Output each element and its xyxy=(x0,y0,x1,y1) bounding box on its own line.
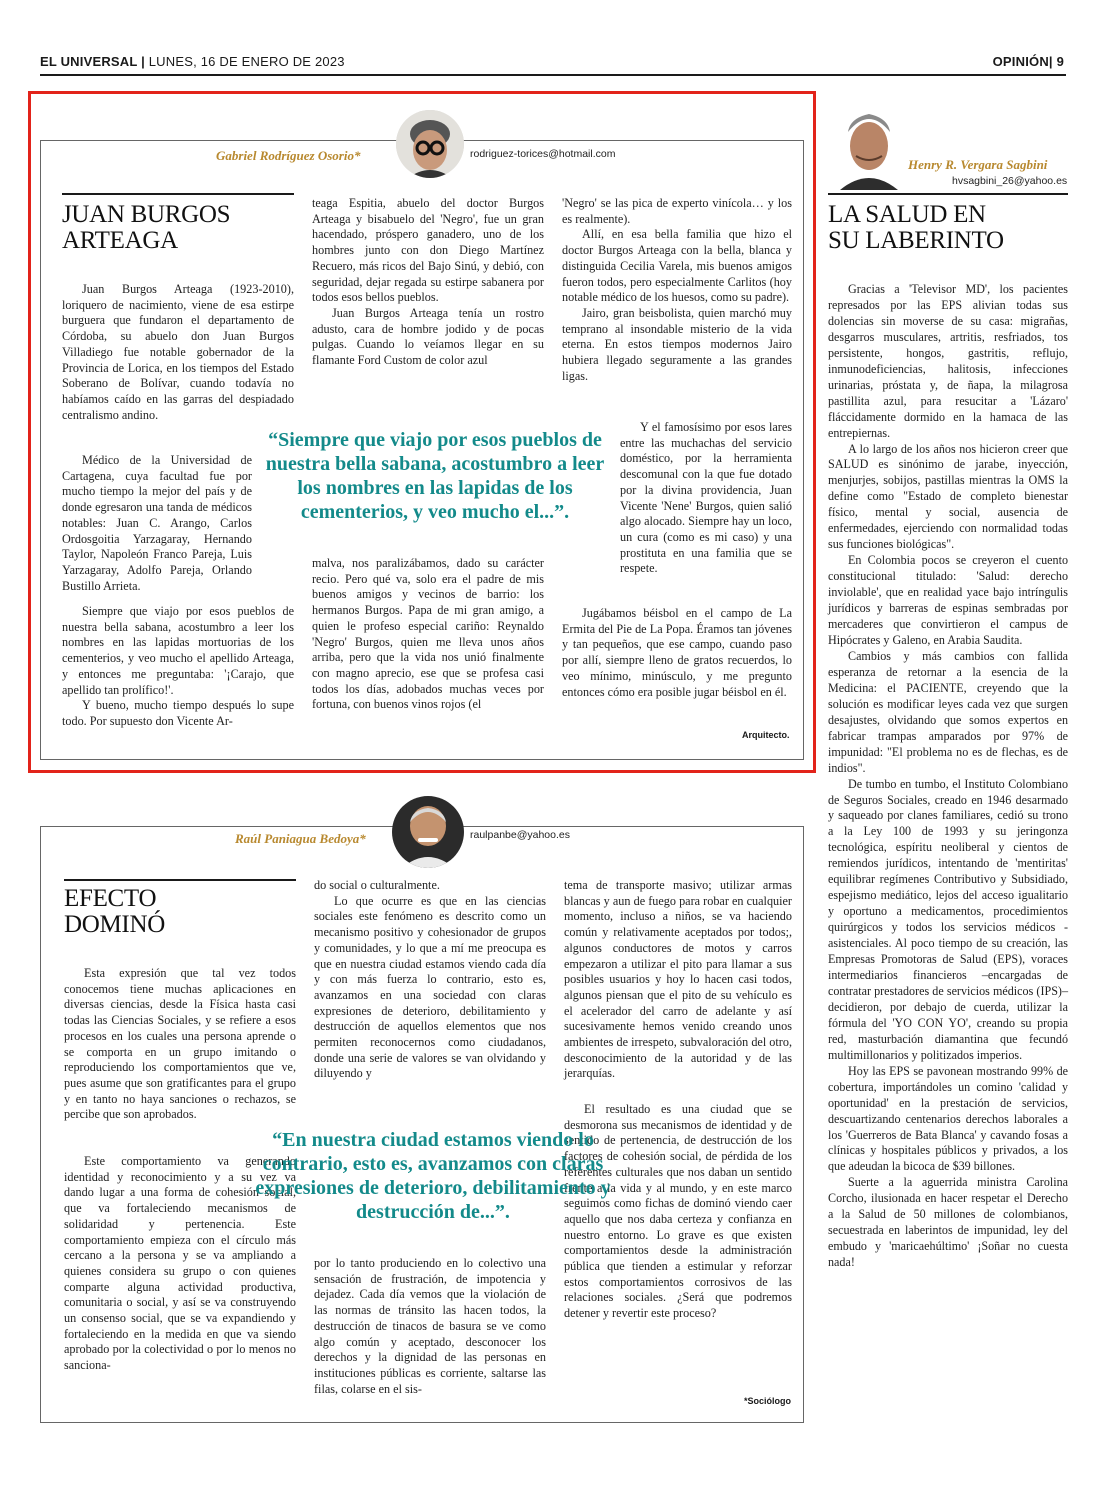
paragraph: Jugábamos béisbol en el campo de La Ermita del Pie de La Popa. Éramos tan jóvenes y tan pequeños, que ese campo, cuando paso por allí, siempre lleno de gratos recuerdos, lo veo mínimo, minúsculo, y me pregunto entonces cómo era posible jugar béisbol en él. xyxy=(562,606,792,699)
article-1-col-1c xyxy=(62,604,294,730)
title-rule-2 xyxy=(64,879,296,881)
author-email-1[interactable]: rodriguez-torices@hotmail.com xyxy=(470,148,616,160)
title-rule-3 xyxy=(828,193,1068,195)
article-title-3-line1: LA SALUD EN xyxy=(828,201,986,228)
paragraph: do social o culturalmente. xyxy=(314,878,440,892)
paragraph: En Colombia pocos se creyeron el cuento constitucional titulado: 'Salud: derecho inviolable', que en realidad yace bajo intríngulis jurídicos y barreras de espinas sembradas por mercaderes que convirtieron el campus de Hipócrates y Galeno, en Arabia Saudita. xyxy=(828,553,1068,647)
author-photo-vergara xyxy=(834,104,904,190)
header-rule xyxy=(40,74,1066,76)
article-1-col-3a xyxy=(562,196,792,384)
issue-date: LUNES, 16 DE ENERO DE 2023 xyxy=(148,54,345,69)
title-rule-1 xyxy=(62,193,294,195)
article-title-2-line1: EFECTO xyxy=(64,885,157,912)
paragraph: Siempre que viajo por esos pueblos de nuestra bella sabana, acostumbro a leer los nombres en las lapidas mortuorias de los cementerios, y veo mucho el apellido Arteaga, y entonces me preguntaba: '¡Carajo, que apellido tan prolífico!'. xyxy=(62,604,294,697)
article-title-3-line2: SU LABERINTO xyxy=(828,227,1004,254)
section-name: OPINIÓN xyxy=(992,54,1049,69)
article-1-col-1a xyxy=(62,282,294,423)
article-3-body xyxy=(828,282,1068,1271)
paragraph: por lo tanto produciendo en lo colectivo una sensación de frustración, de impotencia y dejadez. Cada día vemos que la violación de las normas de tránsito las hacen todos, la destrucción de tinacos de basura se ve como algo común y aceptado, desconocer los derechos y la dignidad de las personas en instituciones públicas es corriente, saltarse las filas, colarse en el sis- xyxy=(314,1256,546,1396)
paragraph: De tumbo en tumbo, el Instituto Colombiano de Seguros Sociales, creado en 1946 desarmado y saqueado por clanes familiares, cedió su trono a la Ley 100 de 1993 y su jeringonza tecnológica, espíritu neoliberal y cientos de remiendos jurídicos, intentando de 'mentiritas' equilibrar regímenes Contributivo y Subsidiado, espejismo mediático, lejos del acceso igualitario y oportuno a medicamentos, procedimientos quirúrgicos y todos los servicios médicos - asistenciales. Al poco tiempo de su creación, las Empresas Promotoras de Salud (EPS), voraces intermediarios financieros –encargadas de contratar prestadores de servicios médicos (IPS)– decidieron, por debajo de cuerda, utilizar la fórmula del 'YO CON YO', creando su propia red, masturbación diamantina que fecundó multimillonarios y politizados imperios. xyxy=(828,776,1068,1062)
paragraph: Y bueno, mucho tiempo después lo supe todo. Por supuesto don Vicente Ar- xyxy=(62,698,294,728)
article-title-2-line2: DOMINÓ xyxy=(64,911,165,938)
author-email-2[interactable]: raulpanbe@yahoo.es xyxy=(470,829,570,841)
article-title-1-line2: ARTEAGA xyxy=(62,227,178,254)
pull-quote-2: “En nuestra ciudad estamos viendo lo contrario, esto es, avanzamos con claras expresiones de deterioro, debilitamiento y destrucción de...”. xyxy=(255,1129,611,1223)
paragraph: Este comportamiento va generando identidad y reconocimiento y a su vez va dando lugar a una forma de cohesión social, que va fortaleciendo mecanismos de solidaridad y pertenencia. Este comportamiento empieza con el círculo más cercano a la persona y se va ampliando a quienes considera su grupo o con quienes comparte alguna actividad productiva, comunitaria o social, y así se va construyendo un consenso social, que se va expandiendo y fortaleciendo en la medida en que va siendo aprobado por la colectividad o por lo menos no sanciona- xyxy=(64,1154,296,1373)
article-2-col-3a xyxy=(564,878,792,1082)
article-title-3 xyxy=(828,202,1068,254)
paragraph: malva, nos paralizábamos, dado su carácter recio. Pero qué va, solo era el padre de mis buenos amigos y vecinos de barrio: los hermanos Burgos. Papa de mi gran amigo, a quien le profeso especial cariño: Reynaldo 'Negro' Burgos, quien me lleva unos años arriba, pero que la vida nos unió finalmente con magno aprecio, ese que se profesa casi todos los días, adobados muchas veces por fortuna, con buenos vinos rojos (el xyxy=(312,556,544,712)
article-title-1 xyxy=(62,202,294,254)
paragraph: Juan Burgos Arteaga tenía un rostro adusto, cara de hombre jodido y de pocas pulgas. Cuando lo veíamos llegar en su flamante Ford Custom de color azul xyxy=(312,305,544,368)
paragraph: Gracias a 'Televisor MD', los pacientes represados por las EPS alivian todas sus dolencias sin moverse de su casa: migrañas, desgarros musculares, artritis, resfriados, tos persistente, hongos, gastritis, reflujo, inmunodeficiencias, halitosis, infecciones urinarias, próstata y, de ñapa, la milagrosa pastillita azul, para resucitar a 'Lázaro' fláccidamente dormido en la hamaca de las entrepiernas. xyxy=(828,282,1068,440)
author-email-3[interactable]: hvsagbini_26@yahoo.es xyxy=(952,175,1068,187)
paragraph: Médico de la Universidad de Cartagena, cuya facultad fue por mucho tiempo la mejor del país y de donde egresaron una tanda de médicos notables: Juan C. Arango, Carlos Ordosgoitia Yarzagaray, Hernando Taylor, Napoleón Franco Pareja, Luis Yarzagaray, Adolfo Pareja, Orlando Bustillo Arrieta. xyxy=(62,453,252,593)
paragraph: Juan Burgos Arteaga (1923-2010), loriquero de nacimiento, viene de esa estirpe burguera que fundaron el departamento de Córdoba, su abuelo don Juan Burgos Villadiego fue notable gobernador de la Provincia de Lorica, en los tiempos del Estado Soberano de Bolívar, cuando todavía no habíamos caído en las garras del despiadado centralismo andino. xyxy=(62,282,294,422)
pull-quote-1: “Siempre que viajo por esos pueblos de nuestra bella sabana, acostumbro a leer los nombres en las lapidas de los cementerios, y veo mucho el...”. xyxy=(265,429,605,523)
author-name-3: Henry R. Vergara Sagbini xyxy=(908,157,1048,172)
author-photo-paniagua xyxy=(392,796,464,868)
paragraph: Hoy las EPS se pavonean mostrando 99% de cobertura, importándoles un comino 'calidad y oportunidad' en la prestación de servicios, descuartizando centenarios derechos laborales a los 'Guerreros de Bata Blanca' y cavando fosas a clínicas y hospitales públicos y privados, a los que adeudan la bicoca de $39 billones. xyxy=(828,1063,1068,1174)
article-1-signature: Arquitecto. xyxy=(742,730,790,740)
paragraph: El resultado es una ciudad que se desmorona sus mecanismos de identidad y de sentido de pertenencia, de destrucción de los factores de cohesión social, de pérdida de los referentes culturales que nos daban un sentido frente a la vida y al mundo, y en este marco seguimos como fichas de dominó viendo caer aquello que nos daba certeza y confianza en nuestro entorno. Lo grave es que existen comportamientos desde la administración pública que tienden a estimular y reforzar estos comportamientos corrosivos de las relaciones sociales. ¿Será que podremos detener y revertir este proceso? xyxy=(564,1102,792,1321)
page-header-right xyxy=(993,54,1064,69)
paragraph: tema de transporte masivo; utilizar armas blancas y aun de fuego para robar en cualquier momento, incluso a niños, se va haciendo común y relativamente aceptados por todos;, algunos conductores de motos y carros empezaron a utilizar el pito para llamar a sus posibles usuarios y hoy lo hacen casi todos, algunos piensan que el pito de su vehículo es el acelerador del carro de adelante y así sucesivamente hemos venido creando unos ambientes de irrespeto, subvaloración del otro, desconocimiento de la autoridad y de las jerarquías. xyxy=(564,878,792,1081)
article-title-1-line1: JUAN BURGOS xyxy=(62,201,231,228)
article-1-box-bottom xyxy=(40,759,804,760)
article-1-col-3e xyxy=(562,606,792,700)
author-photo-rodriguez xyxy=(396,110,464,178)
article-1-col-3d xyxy=(620,420,792,577)
page-number: 9 xyxy=(1056,54,1064,69)
article-1-col-1b xyxy=(62,453,252,594)
paper-name: EL UNIVERSAL xyxy=(40,54,138,69)
article-2-col-1a xyxy=(64,966,296,1123)
paragraph: Suerte a la aguerrida ministra Carolina Corcho, ilusionada en hacer respetar el Derecho a la Salud de 50 millones de colombianos, secuestrada en laberintos de impunidad, ley del embudo y 'maricaehúltimo' ¡Soñar no cuesta nada! xyxy=(828,1175,1068,1270)
paragraph: 'Negro' se las pica de experto vinícola… y los es realmente). xyxy=(562,196,792,226)
paragraph: Lo que ocurre es que en las ciencias sociales este fenómeno es descrito como un mecanismo positivo y cohesionador de grupos y comunidades, y lo que a mí me preocupa es que en nuestra ciudad estamos viendo cada día y con más fuerza lo contrario, esto es, avanzamos en una sociedad con claras expresiones de deterioro, debilitamiento y destrucción de aquellos elementos que nos permiten reconocernos como ciudadanos, donde una serie de valores se van olvidando y diluyendo y xyxy=(314,893,546,1081)
paragraph: A lo largo de los años nos hicieron creer que SALUD es sinónimo de jarabe, inyección, menjurjes, sobijos, pastillas mientras la OMS la define como "Estado de completo bienestar físico, mental y social, ausencia de enfermedades, ejerciendo con normalidad todas sus funciones biológicas". xyxy=(828,441,1068,552)
header-separator: | xyxy=(141,54,145,69)
paragraph: Jairo, gran beisbolista, quien marchó muy temprano al insondable misterio de la vida eterna. En estos tiempos modernos Jairo hubiera llegado seguramente a las grandes ligas. xyxy=(562,305,792,383)
paragraph: Allí, en esa bella familia que hizo el doctor Burgos Arteaga con la bella, blanca y distinguida Cecilia Varela, mis buenos amigos fueron todos, pero especialmente Carlitos (hoy notable médico de los huesos, como su padre). xyxy=(562,227,792,305)
article-1-col-2c xyxy=(312,556,544,713)
article-title-2 xyxy=(64,886,296,938)
article-2-col-2a xyxy=(314,878,546,1082)
article-1-box-right xyxy=(803,140,804,760)
paragraph: Esta expresión que tal vez todos conocemos tiene muchas aplicaciones en diversas ciencias, desde la Física hasta casi todas las Ciencias Sociales, y se refiere a esos procesos en los cuales una persona aprende o se comporta en un grupo imitando o reproduciendo los comportamientos que ve, pues asume que son gratificantes para el grupo y en tanto no haya sanciones o rechazos, se percibe que son aprobados. xyxy=(64,966,296,1122)
author-name-2: Raúl Paniagua Bedoya* xyxy=(235,831,366,846)
article-2-col-2c xyxy=(314,1256,546,1397)
article-2-signature: *Sociólogo xyxy=(744,1396,791,1406)
paragraph: Y el famosísimo por esos lares entre las muchachas del servicio doméstico, por la herramienta descomunal con la que fue dotado por la divina providencia, Juan Vicente 'Nene' Burgos, quien salió algo alocado. Siempre hay un loco, un cura (como es mi caso) y una prostituta en una familia que se respete. xyxy=(620,420,792,576)
page-header-left xyxy=(40,54,345,69)
article-1-col-2a xyxy=(312,196,544,369)
header-separator-right: | xyxy=(1048,54,1053,69)
paragraph: teaga Espitia, abuelo del doctor Burgos Arteaga y bisabuelo del 'Negro', fue un gran hacendado, próspero ganadero, uno de los hombres junto con don Diego Martínez Recuero, más ricos del Bajo Sinú, y debió, con seguridad, dejar regada su estirpe sabanera por todos esos bellos pueblos. xyxy=(312,196,544,305)
paragraph: Cambios y más cambios con fallida esperanza de retornar a la esencia de la Medicina: el PACIENTE, creyendo que la solución es modificar leyes cada vez que surgen desajustes, olvidando que somos expertos en fabricar trampas amparados por 97% de impunidad: "El problema no es de flechas, es de indios". xyxy=(828,648,1068,775)
author-name-1: Gabriel Rodríguez Osorio* xyxy=(216,148,361,163)
